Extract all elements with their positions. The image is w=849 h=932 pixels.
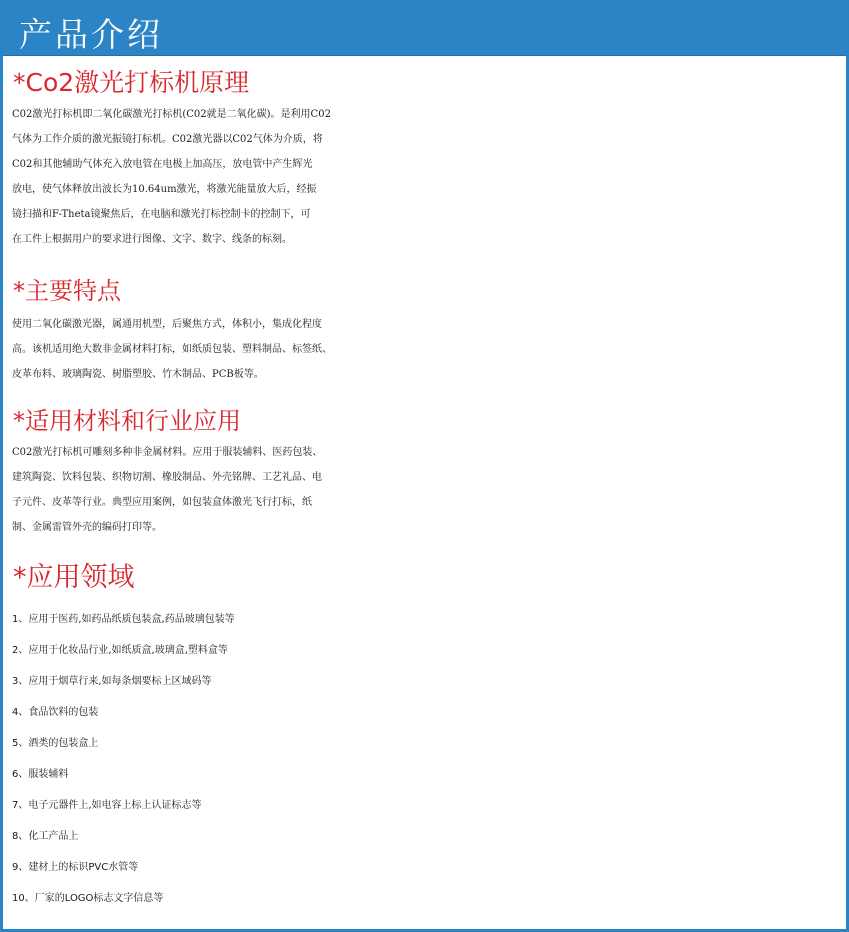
- list-item: 4、食品饮料的包装: [12, 707, 99, 718]
- paragraph-line: 高。该机适用绝大数非金属材料打标，如纸质包装、塑料制品、标签纸、: [12, 344, 332, 355]
- paragraph-line: 皮革布料、玻璃陶瓷、树脂塑胶、竹木制品、PCB板等。: [12, 369, 264, 380]
- list-item: 7、电子元器件上,如电容上标上认证标志等: [12, 800, 202, 811]
- section-title-materials: *适用材料和行业应用: [13, 407, 241, 435]
- paragraph-line: 制、金属雷管外壳的编码打印等。: [12, 522, 162, 533]
- list-item: 10、厂家的LOGO标志文字信息等: [12, 893, 164, 904]
- header-bar: [3, 3, 846, 56]
- materials-paragraph: [12, 440, 846, 540]
- section-title-features: *主要特点: [13, 277, 121, 305]
- paragraph-line: C02和其他辅助气体充入放电管在电极上加高压，放电管中产生辉光: [12, 159, 313, 170]
- paragraph-line: 放电，使气体释放出波长为10.64um激光，将激光能量放大后，经振: [12, 184, 317, 195]
- applications-list: [12, 604, 846, 914]
- section-title-applications: *应用领域: [13, 562, 135, 593]
- list-item: 6、服装辅料: [12, 769, 69, 780]
- paragraph-line: C02激光打标机即二氧化碳激光打标机(C02就是二氧化碳)。是利用C02: [12, 109, 331, 120]
- paragraph-line: 镜扫描和F-Theta镜聚焦后，在电脑和激光打标控制卡的控制下，可: [12, 209, 311, 220]
- list-item: 3、应用于烟草行来,如每条烟要标上区域码等: [12, 676, 212, 687]
- paragraph-line: 子元件、皮革等行业。典型应用案例，如包装盒体激光飞行打标，纸: [12, 497, 312, 508]
- paragraph-line: C02激光打标机可雕刻多种非金属材料。应用于服装辅料、医药包装、: [12, 447, 323, 458]
- paragraph-line: 气体为工作介质的激光振镜打标机。C02激光器以C02气体为介质，将: [12, 134, 323, 145]
- section-title-principle: *Co2激光打标机原理: [13, 68, 250, 97]
- features-paragraph: [12, 312, 846, 387]
- paragraph-line: 在工件上根据用户的要求进行图像、文字、数字、线条的标刻。: [12, 234, 292, 245]
- page-title: 产品介绍: [19, 15, 163, 54]
- list-item: 1、应用于医药,如药品纸质包装盒,药品玻璃包装等: [12, 614, 235, 625]
- list-item: 8、化工产品上: [12, 831, 79, 842]
- list-item: 5、酒类的包装盒上: [12, 738, 99, 749]
- principle-paragraph: [12, 102, 846, 252]
- list-item: 9、建材上的标识PVC水管等: [12, 862, 139, 873]
- paragraph-line: 建筑陶瓷、饮料包装、织物切割、橡胶制品、外壳铭牌、工艺礼品、电: [12, 472, 322, 483]
- paragraph-line: 使用二氧化碳激光器，属通用机型，后聚焦方式，体积小，集成化程度: [12, 319, 322, 330]
- list-item: 2、应用于化妆品行业,如纸质盒,玻璃盒,塑料盒等: [12, 645, 228, 656]
